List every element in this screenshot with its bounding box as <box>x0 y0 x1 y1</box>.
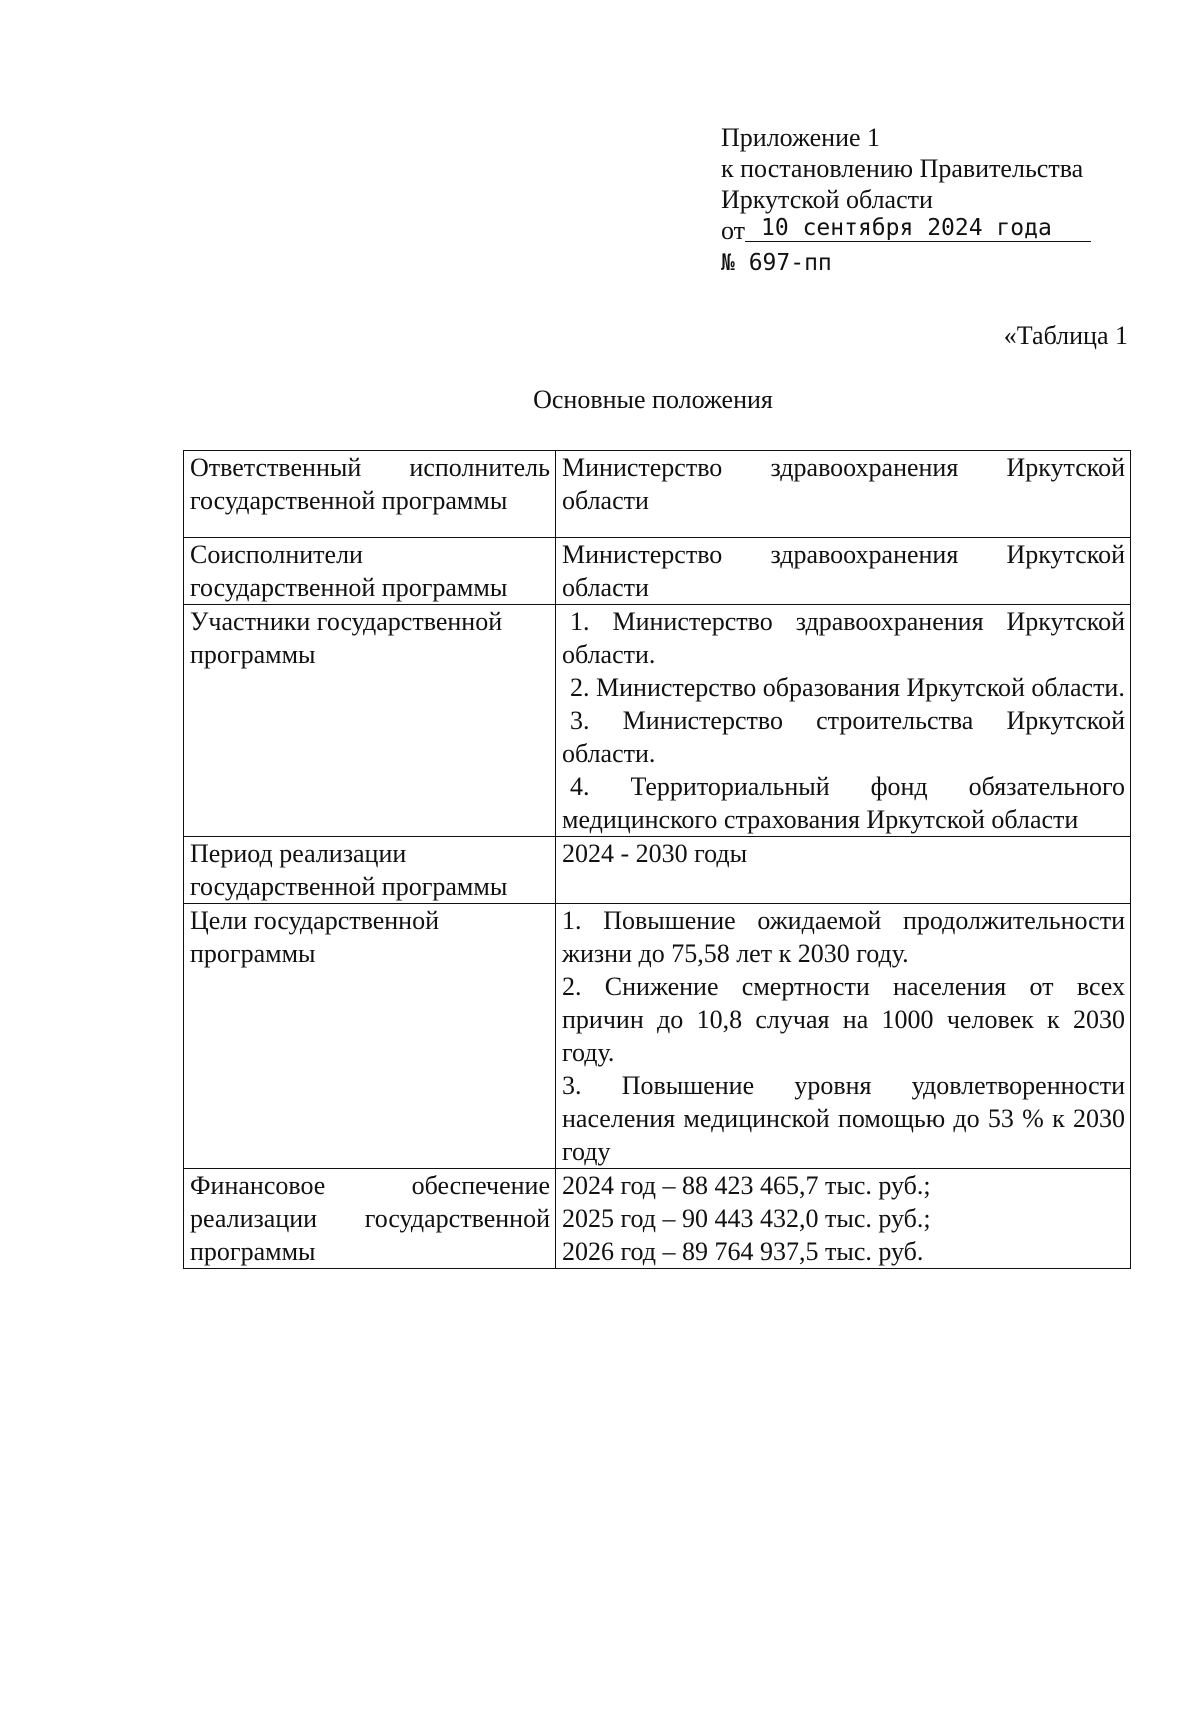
table-row <box>184 538 1131 605</box>
resolution-date: 10 сентября 2024 года <box>745 215 1091 242</box>
row-value <box>556 837 1131 904</box>
table-row <box>184 904 1131 1169</box>
table-row <box>184 451 1131 538</box>
table-label: «Таблица 1 <box>1003 321 1128 350</box>
row-value <box>556 1169 1131 1269</box>
row-value-text: Министерство здравоохранения Иркутской области <box>562 540 1125 602</box>
region-name: Иркутской области <box>721 185 933 214</box>
row-value-item: 3. Министерство строительства Иркутской области. <box>562 706 1125 768</box>
row-label-text: Финансовое обеспечение реализации государственной программы <box>190 1171 550 1266</box>
row-value <box>556 605 1131 837</box>
appendix-number: Приложение 1 <box>721 123 881 152</box>
row-value-item: 2025 год – 90 443 432,0 тыс. руб.; <box>562 1204 931 1233</box>
table-row <box>184 1169 1131 1269</box>
row-label-text: Период реализации государственной программы <box>190 839 508 901</box>
row-value-item: 3. Повышение уровня удовлетворенности населения медицинской помощью до 53 % к 2030 году <box>562 1071 1125 1166</box>
row-value-item: 2024 год – 88 423 465,7 тыс. руб.; <box>562 1171 931 1200</box>
date-line <box>721 215 1141 246</box>
table-row <box>184 605 1131 837</box>
resolution-reference: к постановлению Правительства <box>721 154 1084 183</box>
row-label-text: Цели государственной программы <box>190 906 440 968</box>
row-value-item: 2026 год – 89 764 937,5 тыс. руб. <box>562 1237 924 1266</box>
row-label-text: Ответственный исполнитель государственной программы <box>190 453 550 515</box>
row-label <box>184 451 556 538</box>
row-value-item: 4. Территориальный фонд обязательного медицинского страхования Иркутской области <box>562 772 1125 834</box>
row-label-text: Участники государственной программы <box>190 607 503 669</box>
row-label <box>184 538 556 605</box>
row-label <box>184 904 556 1169</box>
row-value-text: Министерство здравоохранения Иркутской области <box>562 453 1125 515</box>
row-value-item: 2. Министерство образования Иркутской области. <box>570 673 1125 702</box>
table-row <box>184 837 1131 904</box>
row-label <box>184 837 556 904</box>
row-value-item: 2. Снижение смертности населения от всех причин до 10,8 случая на 1000 человек к 2030 году. <box>562 972 1125 1067</box>
row-value <box>556 538 1131 605</box>
table-title: Основные положения <box>533 385 773 414</box>
row-label-text: Соисполнители государственной программы <box>190 540 508 602</box>
appendix-header <box>721 122 1141 278</box>
row-label <box>184 1169 556 1269</box>
row-value-item: 1. Повышение ожидаемой продолжительности жизни до 75,58 лет к 2030 году. <box>562 906 1125 968</box>
main-provisions-table <box>183 450 1131 1269</box>
date-prefix: от <box>721 216 746 245</box>
row-value <box>556 451 1131 538</box>
row-value <box>556 904 1131 1169</box>
row-label <box>184 605 556 837</box>
row-value-item: 1. Министерство здравоохранения Иркутской области. <box>562 607 1125 669</box>
row-value-text: 2024 - 2030 годы <box>562 839 748 868</box>
resolution-number: № 697-пп <box>721 250 832 276</box>
